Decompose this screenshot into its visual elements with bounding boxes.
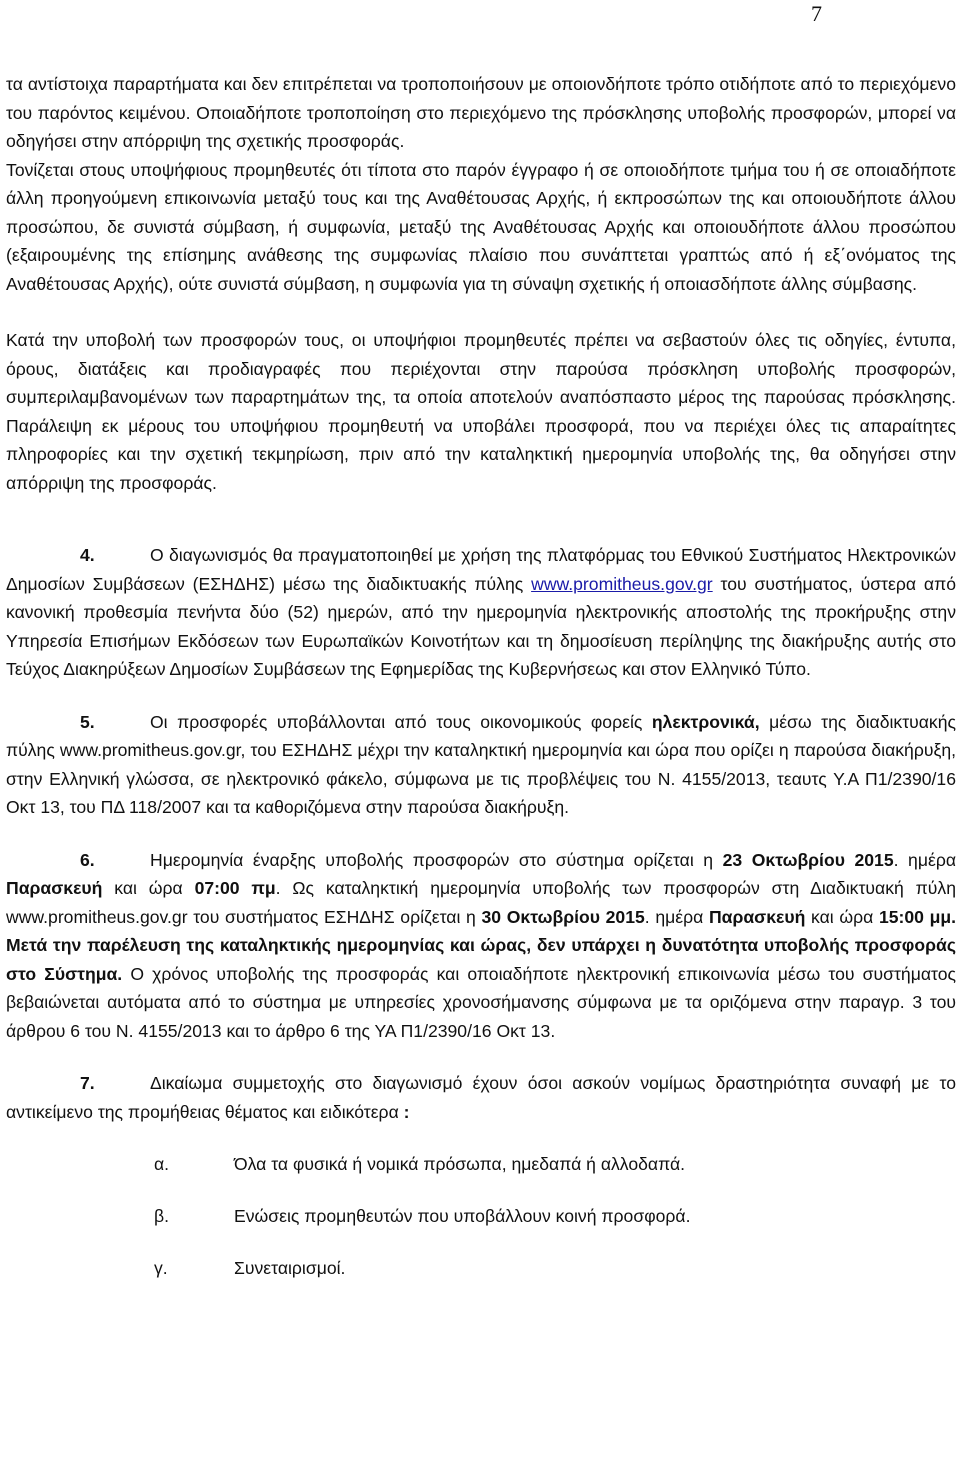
list-item <box>6 1202 956 1230</box>
section-7 <box>6 1069 956 1126</box>
section-6-t8: Ο χρόνος υποβολής της προσφοράς και οποιαδήποτε ηλεκτρονική επικοινωνία μέσω του συστήματος βεβαιώνεται αυτόματα από το σύστημα με υπηρεσίες χρονοσήμανσης σύμφωνα με τα οριζόμενα στην παραγρ. 3 του άρθρου 6 του Ν. 4155/2013 και το άρθρο 6 της ΥΑ Π1/2390/16 Οκτ 13. <box>6 963 956 1041</box>
list-item <box>6 1254 956 1282</box>
section-6-t5: . ημέρα <box>644 906 709 927</box>
section-5-text-b: μέσω της διαδικτυακής πύλης www.promitheus.gov.gr, του ΕΣΗΔΗΣ μέχρι την καταληκτική ημερομηνία και ώρα που ορίζει η παρούσα διακήρυξη, στην Ελληνική γλώσσα, σε ηλεκτρονικό φάκελο, σύμφωνα με τις προβλέψεις του Ν. 4155/2013, τεαυτς Υ.Α Π1/2390/16 Οκτ 13, του ΠΔ 118/2007 και τα καθοριζόμενα στην παρούσα διακήρυξη. <box>6 711 956 817</box>
section-5-bold-electronic: ηλεκτρονικά, <box>651 711 760 732</box>
section-5-number: 5. <box>80 711 95 732</box>
section-6-t4: . Ως καταληκτική ημερομηνία υποβολής των προσφορών στη Διαδικτυακή πύλη www.promitheus.gov.gr του συστήματος ΕΣΗΔΗΣ ορίζεται η <box>6 878 956 927</box>
spacer <box>6 497 956 525</box>
section-6-t2: . ημέρα <box>893 849 956 870</box>
spacer <box>6 822 956 846</box>
intro-paragraph-3: Κατά την υποβολή των προσφορών τους, οι υποψήφιοι προμηθευτές πρέπει να σεβαστούν όλες τις οδηγίες, έντυπα, όρους, διατάξεις και προδιαγραφές που περιέχονται στην παρούσα πρόσκληση υποβολής προσφορών, συμπεριλαμβανομένων των παραρτημάτων της, τα οποία αποτελούν αναπόσπαστο μέρος της παρούσας πρόσκλησης. Παράλειψη εκ μέρους του υποψήφιου προμηθευτή να υποβάλει προσφορά, που να περιέχει όλες τις απαραίτητες πληροφορίες και την σχετική τεκμηρίωση, πριν από την καταληκτική ημερομηνία υποβολής της, θα οδηγήσει στην απόρριψη της προσφοράς. <box>6 330 956 493</box>
section-4-number: 4. <box>80 545 95 565</box>
list-item <box>6 1150 956 1178</box>
section-7-number: 7. <box>80 1073 95 1093</box>
section-4-text-b: του συστήματος, ύστερα από κανονική προθεσμία πενήντα δύο (52) ημερών, από την ημερομηνία ηλεκτρονικής αποστολής της προκήρυξης στην Υπηρεσία Επισήμων Εκδόσεων των Ευρωπαϊκών Κοινοτήτων και τη δημοσίευση περίληψης της διακήρυξης αυτής στο Τεύχος Διακηρύξεων Δημοσίων Συμβάσεων της Εφημερίδας της Κυβερνήσεως και στον Ελληνικό Τύπο. <box>6 573 956 679</box>
section-6-end-date: 30 Οκτωβρίου 2015 <box>481 906 645 927</box>
section-5-text-a: Οι προσφορές υποβάλλονται από τους οικονομικούς φορείς <box>150 711 652 732</box>
section-6-end-time: 15:00 μμ. <box>878 906 957 927</box>
section-6-start-day: Παρασκευή <box>6 878 103 898</box>
section-4 <box>6 541 956 684</box>
section-6-deadline-notice: Μετά την παρέλευση της καταληκτικής ημερομηνίας και ώρας, δεν υπάρχει η δυνατότητα υποβολής προσφοράς στο Σύστημα. <box>6 935 956 984</box>
section-6-end-day: Παρασκευή <box>708 906 806 927</box>
list-letter: α. <box>154 1154 170 1174</box>
section-6-number: 6. <box>80 849 95 870</box>
spacer <box>6 1230 956 1254</box>
list-letter: γ. <box>154 1258 168 1278</box>
spacer <box>6 525 956 541</box>
spacer <box>6 298 956 326</box>
section-6-start-date: 23 Οκτωβρίου 2015 <box>722 849 894 870</box>
spacer <box>6 1045 956 1069</box>
intro-paragraph-1: τα αντίστοιχα παραρτήματα και δεν επιτρέπεται να τροποποιήσουν με οποιονδήποτε τρόπο οτιδήποτε από το περιεχόμενο του παρόντος κειμένου. Οποιαδήποτε τροποποίηση στο περιεχόμενο της πρόσκλησης υποβολής προσφορών, μπορεί να οδηγήσει στην απόρριψη της σχετικής προσφοράς. <box>6 74 956 151</box>
list-text: Ενώσεις προμηθευτών που υποβάλλουν κοινή προσφορά. <box>234 1206 691 1226</box>
section-6-start-time: 07:00 πμ <box>194 878 276 898</box>
section-7-colon: : <box>403 1101 410 1122</box>
section-6 <box>6 846 956 1046</box>
list-letter: β. <box>154 1206 170 1226</box>
section-6-t3: και ώρα <box>102 878 195 898</box>
section-6-t1: Ημερομηνία έναρξης υποβολής προσφορών στο σύστημα ορίζεται η <box>150 849 723 870</box>
section-7-text-a: Δικαίωμα συμμετοχής στο διαγωνισμό έχουν όσοι ασκούν νομίμως δραστηριότητα συναφή με το αντικείμενο της προμήθειας θέματος και ειδικότερα <box>6 1073 956 1122</box>
page-number: 7 <box>811 1 822 26</box>
section-4-text-a: Ο διαγωνισμός θα πραγματοποιηθεί με χρήση της πλατφόρμας του Εθνικού Συστήματος Ηλεκτρονικών Δημοσίων Συμβάσεων (ΕΣΗΔΗΣ) μέσω της διαδικτυακής πύλης <box>6 545 956 594</box>
list-text: Συνεταιρισμοί. <box>234 1258 346 1278</box>
intro-paragraph-2: Τονίζεται στους υποψήφιους προμηθευτές ότι τίποτα στο παρόν έγγραφο ή σε οποιοδήποτε τμήμα του ή σε οποιαδήποτε άλλη προηγούμενη επικοινωνία μεταξύ τους και της Αναθέτουσας Αρχής, ή εκπροσώπων της και οποιουδήποτε άλλου προσώπου, δε συνιστά σύμβαση, ή συμφωνία, μεταξύ της Αναθέτουσας Αρχής και οποιουδήποτε άλλου προσώπου (εξαιρουμένης της επίσημης ανάθεσης της συμφωνίας πλαίσιο που συνάπτεται γραπτώς από ή εξ΄ονόματος της Αναθέτουσας Αρχής), ούτε συνιστά σύμβαση, η συμφωνία για τη σύναψη σχετικής ή οποιασδήποτε άλλης σύμβασης. <box>6 159 956 294</box>
spacer <box>6 1126 956 1150</box>
document-body <box>6 70 956 1282</box>
section-5 <box>6 708 956 822</box>
spacer <box>6 684 956 708</box>
section-6-t6: και ώρα <box>805 906 879 927</box>
promitheus-link[interactable]: www.promitheus.gov.gr <box>531 573 713 594</box>
spacer <box>6 1178 956 1202</box>
list-text: Όλα τα φυσικά ή νομικά πρόσωπα, ημεδαπά ή αλλοδαπά. <box>234 1154 686 1174</box>
